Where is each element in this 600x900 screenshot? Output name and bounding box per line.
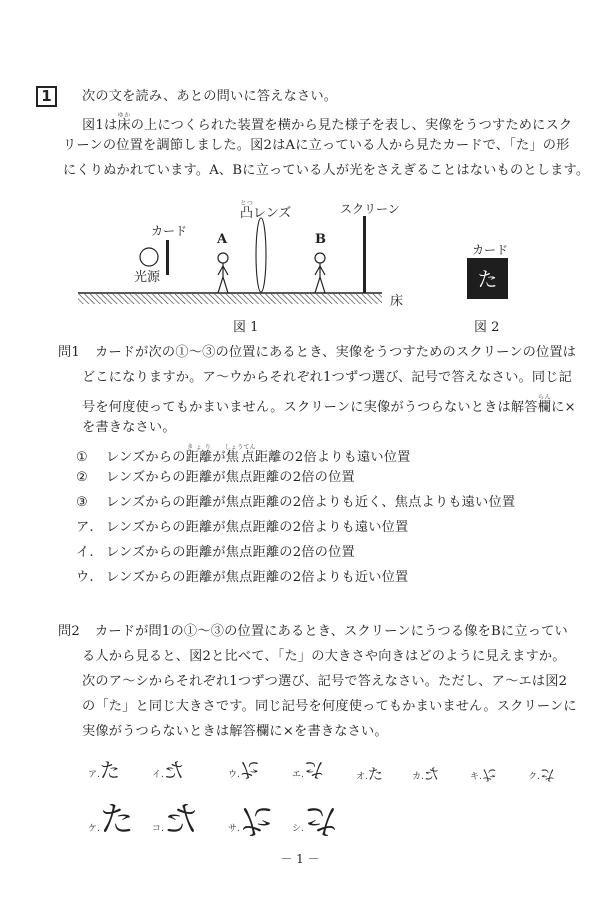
choice-label: ケ. xyxy=(88,824,100,834)
choice-a xyxy=(88,760,120,781)
position-mark: ② xyxy=(76,470,89,485)
position-2 xyxy=(76,469,355,487)
choice-label: オ. xyxy=(356,772,368,782)
screen-bar xyxy=(363,216,366,293)
floor-hatch xyxy=(78,294,382,304)
intro-line-2: リーンの位置を調節しました。図2はAに立っている人から見たカードで、「た」の形 xyxy=(63,138,570,153)
ta-small-rotated-icon: た xyxy=(539,766,555,784)
ta-large-rotated-icon: た xyxy=(303,800,338,840)
option-text: レンズからの距離が焦点距離の2倍よりも近い位置 xyxy=(106,570,409,585)
position-mark: ① xyxy=(76,450,89,465)
ta-small-mirrored-icon: た xyxy=(423,765,439,783)
ruby-base: 凸 xyxy=(240,206,254,221)
ruby-base: 距離 xyxy=(185,450,213,465)
choice-e xyxy=(292,760,324,781)
label-card: カード xyxy=(151,224,188,238)
ta-large-flipped-icon: た xyxy=(239,800,274,840)
option-mark: ウ. xyxy=(76,570,94,585)
figure-1-caption: 図 1 xyxy=(233,320,259,335)
label-person-a: A xyxy=(217,232,228,247)
convex-lens-icon xyxy=(256,218,266,292)
q2-line-5: 実像がうつらないときは解答欄に×を書きなさい。 xyxy=(82,724,388,739)
q1-line-3-pre: 号を何度使ってもかまいません。スクリーンに実像がうつらないときは解答 xyxy=(82,400,538,415)
ta-flipped-icon: た xyxy=(239,758,260,782)
choice-ku xyxy=(528,764,555,783)
card-bar xyxy=(166,240,169,275)
q1-label: 問1 xyxy=(58,345,80,360)
choice-label: ウ. xyxy=(228,770,240,780)
choice-label: イ. xyxy=(152,770,164,780)
q1-line-4: を書きなさい。 xyxy=(82,420,176,435)
position-text: レンズからの距離が焦点距離の2倍の位置 xyxy=(106,470,355,485)
ta-mirrored-icon: た xyxy=(163,758,184,782)
choice-label: コ. xyxy=(152,824,164,834)
option-mark: イ. xyxy=(76,545,94,560)
choice-sa xyxy=(228,800,274,840)
choice-i xyxy=(152,760,184,781)
choice-label: カ. xyxy=(412,772,424,782)
figure-2-caption: 図 2 xyxy=(474,320,500,335)
page-number: － 1 － xyxy=(280,852,320,866)
choice-label: エ. xyxy=(292,770,304,780)
ruby-text: らん xyxy=(537,394,552,401)
card-char: た xyxy=(477,266,498,291)
position-text-post: 距離の2倍よりも遠い位置 xyxy=(254,450,411,465)
ta-rotated-icon: た xyxy=(303,758,324,782)
ruby-text: しょうてん xyxy=(224,444,256,451)
question-number-box: 1 xyxy=(36,86,57,107)
ruby-text: きょり xyxy=(185,444,213,451)
q2-line-4: の「た」と同じ大きさです。同じ記号を何度使ってもかまいません。スクリーンに xyxy=(82,699,577,714)
intro-line-3: にくりぬかれています。A、Bに立っている人が光をさえぎることはないものとします。 xyxy=(63,163,590,178)
choice-label: ア. xyxy=(88,770,100,780)
position-mark: ③ xyxy=(76,495,89,510)
label-floor: 床 xyxy=(390,294,404,309)
q1-option-a xyxy=(76,519,408,537)
choice-o xyxy=(356,764,383,783)
q1-line-2: どこになりますか。ア～ウからそれぞれ1つずつ選び、記号で答えなさい。同じ記 xyxy=(82,370,573,385)
ta-large-normal-icon: た xyxy=(99,800,134,840)
ruby-base: 床 xyxy=(117,118,131,133)
ruby-text: ゆか xyxy=(117,112,131,119)
ta-small-flipped-icon: た xyxy=(481,766,497,784)
choice-u xyxy=(228,760,260,781)
q1-line-3-post: に× xyxy=(551,400,576,415)
choice-ke xyxy=(88,800,134,840)
label-person-b: B xyxy=(315,232,326,247)
person-b-icon xyxy=(315,253,325,293)
person-a-icon xyxy=(218,253,228,293)
ruby-yuka xyxy=(117,112,131,133)
q2-line-3: 次のア～シからそれぞれ1つずつ選び、記号で答えなさい。ただし、ア～エは図2 xyxy=(82,674,568,689)
choice-label: ク. xyxy=(528,772,540,782)
ta-normal-icon: た xyxy=(99,758,120,782)
intro-line-1-post: の上につくられた装置を横から見た様子を表し、実像をうつすためにスク xyxy=(130,118,573,133)
label-lens-rest: レンズ xyxy=(253,206,292,221)
choice-ko xyxy=(152,800,198,840)
figure-2-card-label: カード xyxy=(472,243,509,257)
choice-ka xyxy=(412,764,439,783)
choice-ki xyxy=(470,764,497,783)
option-text: レンズからの距離が焦点距離の2倍よりも遠い位置 xyxy=(106,520,409,535)
ta-small-normal-icon: た xyxy=(367,765,383,783)
option-text: レンズからの距離が焦点距離の2倍の位置 xyxy=(106,545,355,560)
position-1 xyxy=(76,444,411,467)
option-mark: ア. xyxy=(76,520,94,535)
position-3 xyxy=(76,494,515,512)
instruction-text: 次の文を読み、あとの問いに答えなさい。 xyxy=(82,89,338,104)
label-convex-lens xyxy=(240,200,291,221)
position-text: レンズからの距離が焦点距離の2倍よりも近く、焦点よりも遠い位置 xyxy=(106,495,516,510)
label-screen: スクリーン xyxy=(340,202,400,216)
ruby-base: 欄 xyxy=(537,400,552,415)
light-source-icon xyxy=(140,248,158,266)
ruby-text: とつ xyxy=(240,200,254,207)
choice-label: キ. xyxy=(470,772,482,782)
figure-2-card xyxy=(467,258,508,299)
choice-label: シ. xyxy=(292,824,304,834)
position-text-pre: レンズからの xyxy=(106,450,186,465)
q1-line-1: カードが次の①～③の位置にあるとき、実像をうつすためのスクリーンの位置は xyxy=(95,345,577,360)
q1-option-i xyxy=(76,544,355,562)
q1-option-u xyxy=(76,569,408,587)
q2-line-1: カードが問1の①～③の位置にあるとき、スクリーンにうつる像をBに立ってい xyxy=(95,624,568,639)
intro-line-1-pre: 図1は xyxy=(82,118,118,133)
choice-label: サ. xyxy=(228,824,240,834)
ruby-base: 焦点 xyxy=(224,450,256,465)
choice-shi xyxy=(292,800,338,840)
q2-line-2: る人から見ると、図2と比べて、「た」の大きさや向きはどのように見えますか。 xyxy=(82,649,566,664)
ta-large-mirrored-icon: た xyxy=(163,800,198,840)
intro-line-1 xyxy=(82,112,572,135)
q1-line-3 xyxy=(82,394,576,417)
label-light-source: 光源 xyxy=(134,270,161,285)
q2-label: 問2 xyxy=(58,624,80,639)
position-text-mid: が xyxy=(212,450,226,465)
